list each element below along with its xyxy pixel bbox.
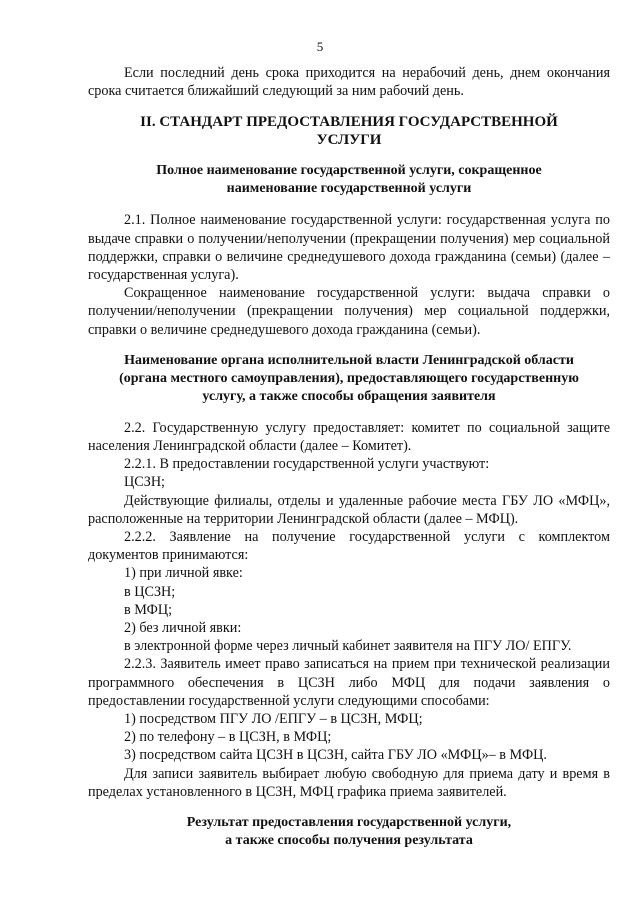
list-way-2: 2) по телефону – в ЦСЗН, в МФЦ; <box>124 729 332 746</box>
paragraph-short-name: Сокращенное наименование государственной услуги: выдача справки о получении/неполучении (прекращении получения) мер социальной поддержки, справки о величине среднедушевого дохода гражданина (семьи). <box>88 285 610 338</box>
heading-org-line-2: (органа местного самоуправления), предоставляющего государственную <box>119 370 579 386</box>
section-title-line-2: УСЛУГИ <box>316 132 382 149</box>
heading-result-line-2: а также способы получения результата <box>225 833 473 849</box>
list-way-3: 3) посредством сайта ЦСЗН в ЦСЗН, сайта ГБУ ЛО «МФЦ»– в МФЦ. <box>124 747 547 764</box>
paragraph-2-2-3: 2.2.3. Заявитель имеет право записаться на прием при технической реализации программного обеспечения в ЦСЗН либо МФЦ для подачи заявления о предоставлении государственной услуги следующими способами: <box>88 656 610 709</box>
paragraph-mfc: Действующие филиалы, отделы и удаленные рабочие места ГБУ ЛО «МФЦ», расположенные на территории Ленинградской области (далее – МФЦ). <box>88 492 610 527</box>
list-in-mfc: в МФЦ; <box>124 601 173 618</box>
paragraph-2-2-1: 2.2.1. В предоставлении государственной услуги участвуют: <box>124 456 490 473</box>
heading-name-line-2: наименование государственной услуги <box>226 181 472 197</box>
paragraph-cszn: ЦСЗН; <box>124 474 166 491</box>
paragraph-booking: Для записи заявитель выбирает любую свободную для приема дату и время в пределах установленного в ЦСЗН, МФЦ графика приема заявителей. <box>88 765 610 800</box>
section-title-line-1: II. СТАНДАРТ ПРЕДОСТАВЛЕНИЯ ГОСУДАРСТВЕННОЙ <box>140 114 558 131</box>
paragraph-2-1: 2.1. Полное наименование государственной услуги: государственная услуга по выдаче справки о получении/неполучении (прекращении получения) мер социальной поддержки, справки о величине среднедушевого дохода гражданина (семьи) (далее – государственная услуга). <box>88 212 610 284</box>
list-remote: 2) без личной явки: <box>124 620 242 637</box>
heading-result-line-1: Результат предоставления государственной услуги, <box>186 815 512 831</box>
list-in-cszn: в ЦСЗН; <box>124 583 176 600</box>
page-number: 5 <box>316 39 324 54</box>
list-way-1: 1) посредством ПГУ ЛО /ЕПГУ – в ЦСЗН, МФЦ; <box>124 711 423 728</box>
paragraph-2-2: 2.2. Государственную услугу предоставляет: комитет по социальной защите населения Ленинградской области (далее – Комитет). <box>88 419 610 455</box>
heading-org-line-3: услугу, а также способы обращения заявителя <box>202 388 496 404</box>
list-personal: 1) при личной явке: <box>124 565 243 582</box>
heading-org-line-1: Наименование органа исполнительной власти Ленинградской области <box>124 352 574 368</box>
intro-paragraph: Если последний день срока приходится на нерабочий день, днем окончания срока считается ближайший следующий за ним рабочий день. <box>88 65 610 100</box>
paragraph-2-2-2: 2.2.2. Заявление на получение государственной услуги с комплектом документов принимаются: <box>88 529 610 564</box>
list-electronic: в электронной форме через личный кабинет заявителя на ПГУ ЛО/ ЕПГУ. <box>124 638 572 655</box>
document-body <box>88 64 610 850</box>
heading-name-line-1: Полное наименование государственной услуги, сокращенное <box>156 163 542 179</box>
